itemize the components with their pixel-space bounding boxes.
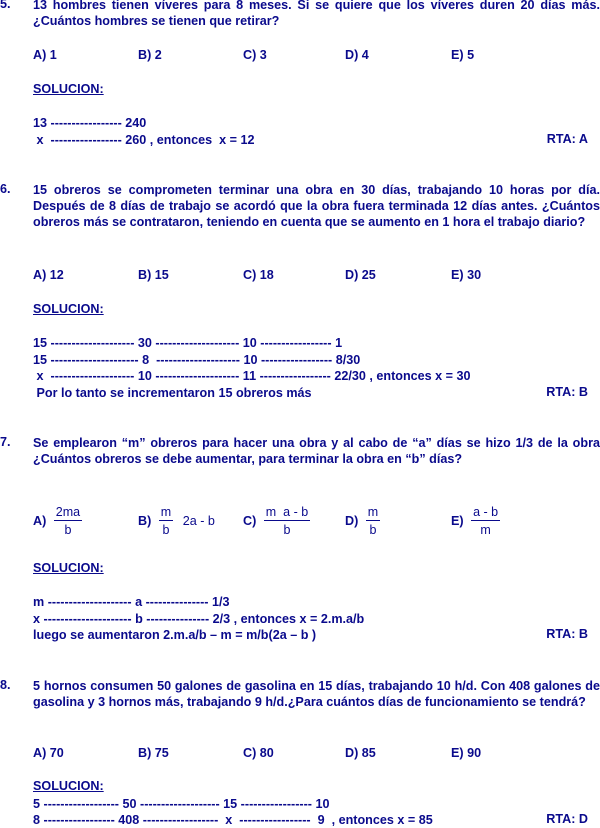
fraction: $\frac{\text{m a - b}}{b}$ xyxy=(265,505,309,537)
answer-options xyxy=(33,48,600,68)
solution-heading: SOLUCION: xyxy=(33,561,104,575)
solution-line: x ----------------- 260 , entonces x = 12 xyxy=(33,133,255,147)
option-b: B) 2 xyxy=(138,48,162,62)
fraction: $\frac{m}{b}$ xyxy=(367,505,379,537)
solution-line: x --------------------- b --------------- 2/3 , entonces x = 2.m.a/b xyxy=(33,612,365,626)
fraction: $\frac{a - b}{m}$ xyxy=(473,505,499,537)
answer-options xyxy=(33,505,600,545)
option-d: D) $\frac{m}{b}$ xyxy=(345,505,379,537)
option-c: C) 3 xyxy=(243,48,267,62)
problem-statement: 5 hornos consumen 50 galones de gasolina en 15 días, trabajando 10 h/d. Con 408 galones de gasolina y 3 hornos más, trabajando 9 h/d.¿Para cuántos días de funcionamiento se tendrá? xyxy=(33,679,600,709)
solution-heading: SOLUCION: xyxy=(33,82,104,96)
solution-heading: SOLUCION: xyxy=(33,302,104,316)
option-e: E) 90 xyxy=(451,746,482,760)
option-c: C) $\frac{\text{m a - b}}{b}$ xyxy=(243,505,309,537)
solution-line: x -------------------- 10 -------------------- 11 ----------------- 22/30 , entonces x = 30 xyxy=(33,369,471,383)
option-a: A) 12 xyxy=(33,268,64,282)
solution-line: 8 ----------------- 408 ------------------ x ----------------- 9 , entonces x = 85 xyxy=(33,813,433,827)
option-e: E) $\frac{a - b}{m}$ xyxy=(451,505,499,537)
option-b: B) $\frac{m}{b}$ 2a - b xyxy=(138,505,215,537)
problem-number: 8. xyxy=(0,678,11,692)
solution-line: 13 ----------------- 240 xyxy=(33,116,147,130)
problem-statement: Se emplearon “m” obreros para hacer una obra y al cabo de “a” días se hizo 1/3 de la obra ¿Cuántos obreros se debe aumentar, para terminar la obra en “b” días? xyxy=(33,436,600,466)
option-b: B) 75 xyxy=(138,746,169,760)
fraction: $\frac{m}{b}$ xyxy=(160,505,172,537)
option-e: E) 30 xyxy=(451,268,482,282)
solution-line: 15 --------------------- 8 -------------------- 10 ----------------- 8/30 xyxy=(33,353,361,367)
problem-statement: 13 hombres tienen víveres para 8 meses. Si se quiere que los víveres duren 20 días más. ¿Cuántos hombres se tienen que retirar? xyxy=(33,0,600,28)
answer-options xyxy=(33,268,600,288)
option-d: D) 85 xyxy=(345,746,376,760)
solution-line: Por lo tanto se incrementaron 15 obreros más xyxy=(33,386,312,400)
option-a: A) 1 xyxy=(33,48,57,62)
fraction: $\frac{2ma}{b}$ xyxy=(55,505,81,537)
option-e: E) 5 xyxy=(451,48,475,62)
answer-options xyxy=(33,746,600,766)
problem-number: 5. xyxy=(0,0,11,11)
answer-key: RTA: D xyxy=(546,812,588,826)
problem-number: 6. xyxy=(0,182,11,196)
option-c: C) 80 xyxy=(243,746,274,760)
option-a: A) 70 xyxy=(33,746,64,760)
option-b: B) 15 xyxy=(138,268,169,282)
problem-number: 7. xyxy=(0,435,11,449)
answer-key: RTA: B xyxy=(546,627,588,641)
answer-key: RTA: A xyxy=(546,132,588,146)
solution-line: m -------------------- a --------------- 1/3 xyxy=(33,595,230,609)
option-d: D) 25 xyxy=(345,268,376,282)
problem-statement: 15 obreros se comprometen terminar una obra en 30 días, trabajando 10 horas por día. Después de 8 días de trabajo se acordó que la obra fuera terminada 12 días antes. ¿Cuántos obreros más se contrataron, teniendo en cuenta que se aumento en 1 hora el trabajo diario? xyxy=(33,183,600,229)
option-d: D) 4 xyxy=(345,48,369,62)
option-a: A) $\frac{2ma}{b}$ xyxy=(33,505,81,537)
solution-line: luego se aumentaron 2.m.a/b – m = m/b(2a – b ) xyxy=(33,628,317,642)
solution-line: 15 -------------------- 30 -------------------- 10 ----------------- 1 xyxy=(33,336,343,350)
solution-line: 5 ------------------ 50 ------------------- 15 ----------------- 10 xyxy=(33,797,330,811)
answer-key: RTA: B xyxy=(546,385,588,399)
solution-heading: SOLUCION: xyxy=(33,779,104,793)
option-c: C) 18 xyxy=(243,268,274,282)
